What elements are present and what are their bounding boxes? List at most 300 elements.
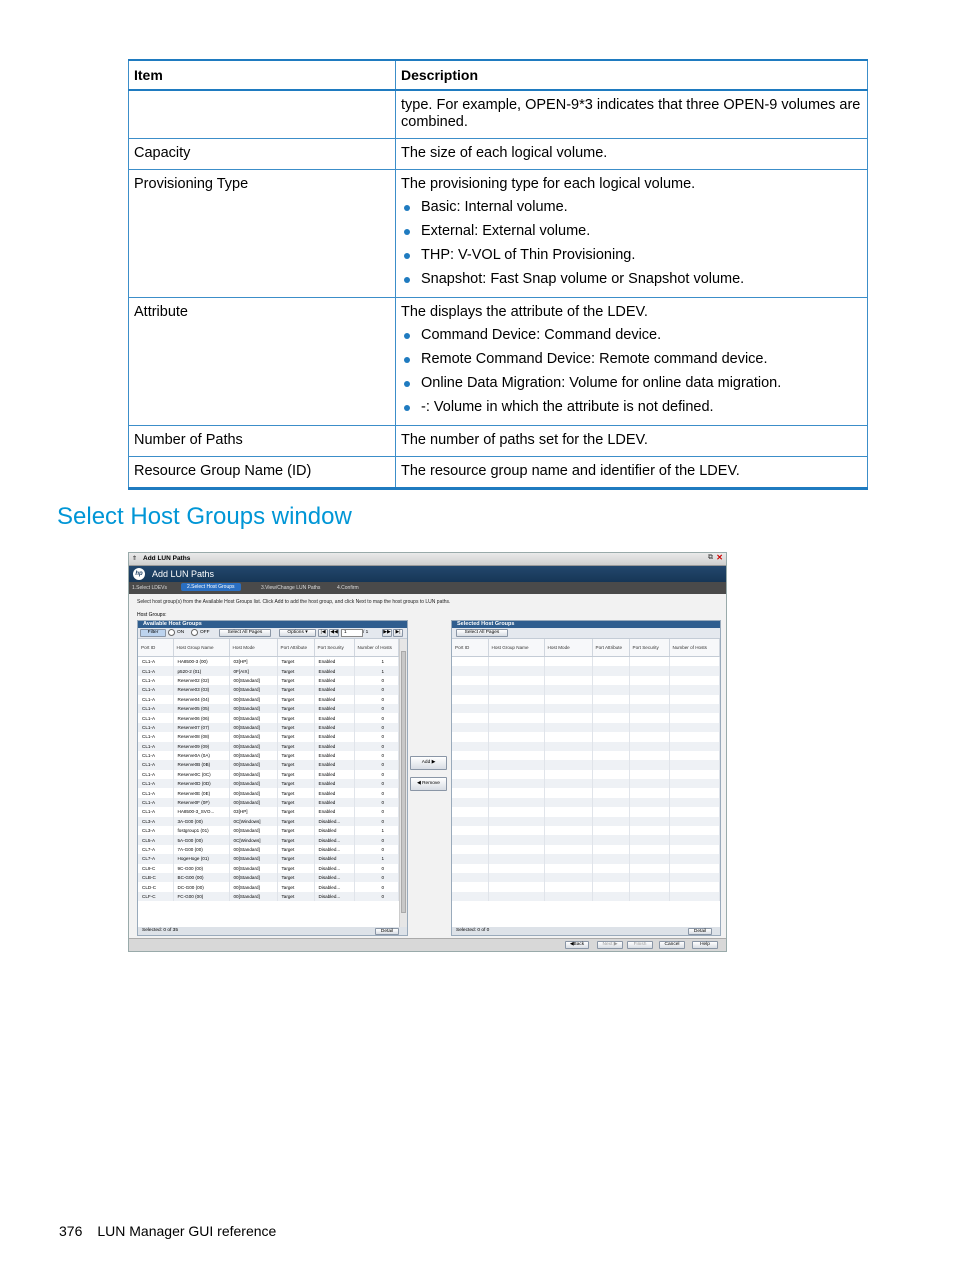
filter-button[interactable] [140, 629, 166, 637]
empty-cell [452, 845, 488, 854]
empty-cell [488, 779, 544, 788]
table-cell: 0C[Windows] [229, 817, 277, 826]
last-page-icon[interactable]: ▶| [393, 629, 403, 637]
off-radio[interactable] [191, 629, 198, 636]
table-row[interactable] [138, 854, 399, 863]
column-header[interactable]: Host Mode [229, 639, 277, 657]
description-text: The provisioning type for each logical volume. [401, 176, 696, 192]
bullet-icon [404, 405, 410, 411]
table-cell: Target [277, 770, 314, 779]
bullet-text: External: External volume. [421, 223, 591, 239]
table-cell: Reserve09 (09) [173, 742, 229, 751]
table-row[interactable] [138, 882, 399, 891]
table-cell: 0 [354, 760, 399, 769]
window-header-title: Add LUN Paths [152, 569, 215, 579]
table-cell: Target [277, 892, 314, 901]
table-cell: 00[Standard] [229, 751, 277, 760]
bullet-icon [404, 277, 410, 283]
empty-cell [592, 854, 629, 863]
help-button[interactable] [692, 941, 718, 949]
table-row[interactable] [138, 779, 399, 788]
empty-row [452, 657, 720, 667]
table-cell: Target [277, 835, 314, 844]
bullet-icon [404, 381, 410, 387]
table-cell: CL1-A [138, 713, 173, 722]
empty-row [452, 704, 720, 713]
table-cell: 00[Standard] [229, 873, 277, 882]
empty-cell [544, 826, 592, 835]
available-detail-button[interactable] [375, 928, 399, 935]
empty-cell [452, 713, 488, 722]
available-statusbar [138, 927, 407, 935]
table-row[interactable] [138, 666, 399, 675]
table-cell: Enabled [314, 666, 354, 675]
column-header[interactable]: Number of Hosts [354, 639, 399, 657]
table-cell: Enabled [314, 751, 354, 760]
table-cell: Target [277, 760, 314, 769]
table-cell: 00[Standard] [229, 845, 277, 854]
bullet-item [401, 223, 862, 240]
table-cell: Reserve07 (07) [173, 723, 229, 732]
table-cell: Target [277, 788, 314, 797]
table-cell: 0 [354, 732, 399, 741]
empty-cell [669, 723, 720, 732]
column-header[interactable]: Port ID [452, 639, 488, 657]
selected-detail-label: Detail [693, 929, 707, 934]
empty-cell [592, 713, 629, 722]
empty-cell [488, 807, 544, 816]
empty-cell [669, 817, 720, 826]
back-label: Back [573, 942, 585, 947]
table-cell: 00[Standard] [229, 798, 277, 807]
empty-cell [669, 666, 720, 675]
table-cell: CL7-A [138, 845, 173, 854]
table-row[interactable] [138, 817, 399, 826]
table-row[interactable] [138, 864, 399, 873]
table-cell: BC-G00 (00) [173, 873, 229, 882]
page-number-input[interactable] [341, 629, 363, 637]
table-cell: 0 [354, 892, 399, 901]
empty-cell [452, 892, 488, 901]
column-header-item: Item [129, 60, 396, 90]
table-header-row [129, 60, 868, 90]
empty-cell [629, 788, 669, 797]
empty-cell [452, 864, 488, 873]
table-cell: CL1-A [138, 732, 173, 741]
table-cell: 5A-G00 (00) [173, 835, 229, 844]
table-cell: fostgroup1 (01) [173, 826, 229, 835]
bullet-item [401, 199, 862, 216]
empty-cell [592, 676, 629, 685]
table-row[interactable] [138, 826, 399, 835]
table-cell: 00[Standard] [229, 695, 277, 704]
empty-cell [544, 882, 592, 891]
table-row [129, 90, 868, 139]
table-cell: Target [277, 676, 314, 685]
empty-cell [488, 788, 544, 797]
empty-cell [452, 695, 488, 704]
back-button[interactable]: ◀Back [565, 941, 589, 949]
table-cell: 3A-G00 (00) [173, 817, 229, 826]
empty-cell [488, 845, 544, 854]
table-cell: 00[Standard] [229, 713, 277, 722]
column-header[interactable]: Port Security [629, 639, 669, 657]
empty-cell [629, 817, 669, 826]
empty-row [452, 751, 720, 760]
column-header[interactable]: Port Attribute [592, 639, 629, 657]
table-row[interactable] [138, 835, 399, 844]
table-row [129, 170, 868, 298]
empty-row [452, 798, 720, 807]
table-row[interactable] [138, 732, 399, 741]
table-cell: Enabled [314, 676, 354, 685]
table-cell: Reserve04 (04) [173, 695, 229, 704]
empty-cell [488, 685, 544, 694]
empty-cell [629, 760, 669, 769]
column-header[interactable]: Number of Hosts [669, 639, 720, 657]
empty-row [452, 854, 720, 863]
close-icon[interactable]: ✕ [716, 553, 723, 562]
empty-cell [629, 873, 669, 882]
table-cell: Target [277, 704, 314, 713]
empty-cell [669, 770, 720, 779]
empty-cell [669, 835, 720, 844]
table-cell: CL1-A [138, 798, 173, 807]
empty-cell [544, 845, 592, 854]
selected-panel-title: Selected Host Groups [452, 621, 720, 628]
empty-cell [544, 817, 592, 826]
select-all-pages-button[interactable] [219, 629, 271, 637]
table-row[interactable] [138, 770, 399, 779]
selected-host-groups-panel [451, 620, 721, 936]
table-cell: Reserve0B (0B) [173, 760, 229, 769]
empty-cell [452, 685, 488, 694]
table-row[interactable] [138, 807, 399, 816]
empty-cell [488, 676, 544, 685]
empty-cell [592, 873, 629, 882]
page-total: / 1 [363, 630, 369, 635]
finish-button[interactable] [627, 941, 653, 949]
remove-button[interactable] [410, 777, 447, 791]
empty-cell [592, 892, 629, 901]
previous-page-icon[interactable]: ◀◀ [330, 630, 338, 635]
empty-cell [669, 732, 720, 741]
add-label: Add [421, 760, 431, 765]
bullet-text: Remote Command Device: Remote command device. [421, 351, 768, 367]
table-cell: Reserve0D (0D) [173, 779, 229, 788]
table-cell: CL3-A [138, 817, 173, 826]
empty-row [452, 666, 720, 675]
empty-cell [544, 704, 592, 713]
empty-cell [592, 788, 629, 797]
table-cell: Target [277, 854, 314, 863]
table-cell: Enabled [314, 779, 354, 788]
table-cell: 00[Standard] [229, 704, 277, 713]
table-cell: Target [277, 864, 314, 873]
table-cell: 00[Standard] [229, 788, 277, 797]
empty-cell [669, 882, 720, 891]
bullet-item [401, 351, 862, 368]
grid-header-row [138, 639, 399, 657]
column-header-description: Description [396, 60, 868, 90]
table-cell: 0 [354, 695, 399, 704]
table-cell: Target [277, 666, 314, 675]
table-cell: Target [277, 713, 314, 722]
table-cell: Enabled [314, 723, 354, 732]
table-cell: 0 [354, 798, 399, 807]
table-row[interactable] [138, 760, 399, 769]
options-button[interactable]: Options ▾ [279, 629, 316, 637]
empty-cell [669, 779, 720, 788]
table-cell: Target [277, 695, 314, 704]
instruction-text: Select host group(s) from the Available Host Groups list. Click Add to add the host group, and click Next to map the host groups to LUN paths. [137, 599, 451, 605]
table-cell: CL1-A [138, 760, 173, 769]
table-row[interactable] [138, 751, 399, 760]
first-page-icon[interactable]: |◀ [318, 629, 328, 637]
left-arrow-icon: ◀ [417, 781, 421, 786]
empty-row [452, 685, 720, 694]
empty-cell [488, 751, 544, 760]
wizard-steps [129, 582, 726, 594]
table-row[interactable] [138, 657, 399, 667]
item-cell: Number of Paths [129, 426, 396, 457]
table-cell: CL1-A [138, 695, 173, 704]
empty-cell [488, 864, 544, 873]
table-row[interactable] [138, 704, 399, 713]
empty-cell [669, 676, 720, 685]
table-cell: 0 [354, 742, 399, 751]
table-cell: CL1-A [138, 666, 173, 675]
table-cell: Target [277, 685, 314, 694]
step-select-host-groups[interactable]: 2.Select Host Groups [181, 583, 241, 591]
table-cell: 0C[Windows] [229, 835, 277, 844]
table-cell: Reserve0C (0C) [173, 770, 229, 779]
empty-cell [592, 732, 629, 741]
empty-cell [452, 760, 488, 769]
window-header [129, 566, 726, 582]
empty-cell [488, 704, 544, 713]
empty-cell [592, 751, 629, 760]
empty-row [452, 788, 720, 797]
bullet-text: Online Data Migration: Volume for online data migration. [421, 375, 782, 391]
empty-row [452, 779, 720, 788]
table-cell: Enabled [314, 685, 354, 694]
table-cell: CL1-A [138, 723, 173, 732]
table-cell: CLD-C [138, 882, 173, 891]
table-cell: Target [277, 657, 314, 667]
next-label: Next [602, 942, 613, 947]
table-cell: 0F[AIX] [229, 666, 277, 675]
table-cell: 0 [354, 807, 399, 816]
step-select-ldevs[interactable]: 1.Select LDEVs [132, 585, 168, 591]
empty-cell [544, 742, 592, 751]
table-cell: 9C-G00 (00) [173, 864, 229, 873]
empty-cell [629, 826, 669, 835]
available-scrollbar[interactable] [399, 639, 407, 927]
table-cell: 00[Standard] [229, 779, 277, 788]
empty-cell [629, 685, 669, 694]
column-header[interactable]: Port ID [138, 639, 173, 657]
table-cell: Target [277, 742, 314, 751]
column-header[interactable]: Host Group Name [173, 639, 229, 657]
column-header[interactable]: Host Group Name [488, 639, 544, 657]
column-header[interactable]: Port Attribute [277, 639, 314, 657]
bullet-text: Snapshot: Fast Snap volume or Snapshot volume. [421, 271, 745, 287]
item-description-table [128, 59, 868, 490]
empty-cell [544, 695, 592, 704]
empty-row [452, 873, 720, 882]
grid-header-row [452, 639, 720, 657]
empty-cell [629, 723, 669, 732]
table-row[interactable] [138, 713, 399, 722]
step-view-change-lun-paths[interactable]: 3.View/Change LUN Paths [261, 585, 321, 591]
selected-toolbar [452, 628, 720, 639]
selected-select-all-label: Select All Pages [464, 630, 500, 635]
empty-cell [629, 835, 669, 844]
section-title: Select Host Groups window [57, 503, 352, 530]
empty-cell [452, 770, 488, 779]
table-cell: Disabled... [314, 817, 354, 826]
description-cell [396, 170, 868, 298]
empty-cell [629, 779, 669, 788]
empty-cell [452, 873, 488, 882]
table-cell: CL5-A [138, 835, 173, 844]
table-cell: 0 [354, 751, 399, 760]
scrollbar-thumb[interactable] [401, 651, 406, 913]
empty-row [452, 807, 720, 816]
table-cell: Disabled [314, 826, 354, 835]
table-row[interactable] [138, 845, 399, 854]
empty-cell [544, 657, 592, 667]
empty-cell [544, 873, 592, 882]
table-row[interactable] [138, 742, 399, 751]
selected-detail-button[interactable] [688, 928, 712, 935]
item-cell: Resource Group Name (ID) [129, 457, 396, 489]
empty-cell [488, 882, 544, 891]
table-cell: 00[Standard] [229, 723, 277, 732]
bullet-list [401, 327, 862, 416]
table-cell: Disabled [314, 854, 354, 863]
empty-cell [452, 807, 488, 816]
table-cell: Disabled... [314, 845, 354, 854]
next-page-icon[interactable]: ▶▶ [383, 630, 391, 635]
collapse-icon[interactable]: ⇑ [132, 556, 138, 562]
empty-cell [669, 826, 720, 835]
empty-cell [452, 751, 488, 760]
empty-row [452, 732, 720, 741]
empty-row [452, 817, 720, 826]
table-cell: 0 [354, 770, 399, 779]
page-number: 376 [59, 1223, 83, 1239]
table-cell: Enabled [314, 788, 354, 797]
options-label: Options [287, 630, 304, 635]
empty-cell [452, 723, 488, 732]
bullet-item [401, 247, 862, 264]
empty-cell [544, 732, 592, 741]
cancel-button[interactable] [659, 941, 685, 949]
table-cell: 0 [354, 882, 399, 891]
table-row[interactable] [138, 685, 399, 694]
restore-icon[interactable]: ⧉ [708, 554, 713, 561]
bullet-text: -: Volume in which the attribute is not defined. [421, 399, 714, 415]
table-cell: 0 [354, 685, 399, 694]
table-cell: CL1-A [138, 742, 173, 751]
empty-cell [592, 807, 629, 816]
bullet-item [401, 271, 862, 288]
table-row[interactable] [138, 788, 399, 797]
table-cell: 03[HP] [229, 807, 277, 816]
bullet-text: THP: V-VOL of Thin Provisioning. [421, 247, 636, 263]
empty-cell [629, 695, 669, 704]
empty-cell [669, 864, 720, 873]
bullet-text: Basic: Internal volume. [421, 199, 568, 215]
column-header[interactable]: Host Mode [544, 639, 592, 657]
table-cell: 0 [354, 723, 399, 732]
table-cell: 0 [354, 676, 399, 685]
table-cell: Enabled [314, 657, 354, 667]
table-cell: FC-G00 (00) [173, 892, 229, 901]
available-host-groups-grid [138, 639, 399, 927]
empty-cell [452, 835, 488, 844]
empty-cell [452, 657, 488, 667]
next-button[interactable]: Next ▶ [597, 941, 623, 949]
bullet-icon [404, 333, 410, 339]
empty-row [452, 742, 720, 751]
empty-cell [544, 779, 592, 788]
empty-cell [629, 704, 669, 713]
empty-cell [544, 760, 592, 769]
table-cell: CL7-A [138, 854, 173, 863]
table-cell: 00[Standard] [229, 826, 277, 835]
table-cell: Reserve02 (02) [173, 676, 229, 685]
empty-cell [669, 657, 720, 667]
table-cell: p520-2 (01) [173, 666, 229, 675]
add-lun-paths-window [128, 552, 727, 952]
empty-cell [592, 864, 629, 873]
empty-cell [488, 835, 544, 844]
empty-cell [669, 751, 720, 760]
step-confirm[interactable]: 4.Confirm [337, 585, 359, 591]
table-row[interactable] [138, 873, 399, 882]
empty-cell [544, 854, 592, 863]
selected-select-all-button[interactable] [456, 629, 508, 637]
table-row[interactable] [138, 695, 399, 704]
table-cell: 00[Standard] [229, 742, 277, 751]
empty-row [452, 892, 720, 901]
table-cell: 1 [354, 666, 399, 675]
table-row[interactable] [138, 676, 399, 685]
description-text: The size of each logical volume. [401, 145, 608, 161]
on-radio[interactable] [168, 629, 175, 636]
table-row[interactable] [138, 892, 399, 901]
empty-row [452, 864, 720, 873]
empty-cell [544, 685, 592, 694]
table-cell: CLF-C [138, 892, 173, 901]
add-button[interactable] [410, 756, 447, 770]
table-cell: 0 [354, 713, 399, 722]
table-cell: Reserve08 (08) [173, 732, 229, 741]
table-cell: CL3-A [138, 826, 173, 835]
table-row[interactable] [138, 723, 399, 732]
table-cell: Target [277, 873, 314, 882]
empty-cell [592, 666, 629, 675]
empty-cell [629, 845, 669, 854]
empty-row [452, 835, 720, 844]
column-header[interactable]: Port Security [314, 639, 354, 657]
table-row[interactable] [138, 798, 399, 807]
table-cell: Target [277, 826, 314, 835]
description-cell [396, 90, 868, 139]
